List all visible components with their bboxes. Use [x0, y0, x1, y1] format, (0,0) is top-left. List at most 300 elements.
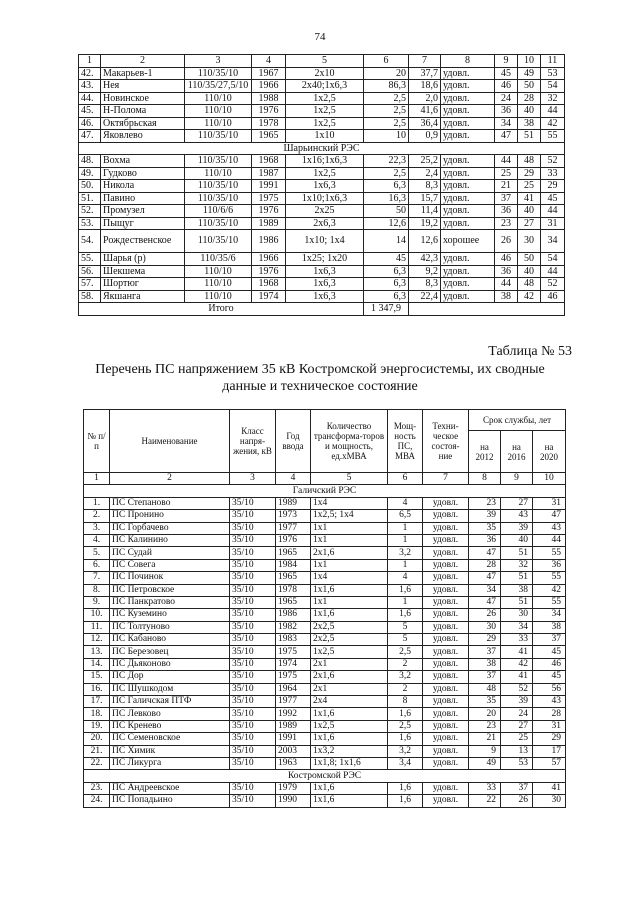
table-cell: 1,6	[388, 708, 423, 720]
table-cell: 1х6,3	[286, 278, 364, 291]
table-cell: 37	[501, 782, 533, 794]
table-cell: удовл.	[441, 105, 495, 118]
table-cell: 1989	[276, 720, 311, 732]
table-cell: Павино	[101, 192, 185, 205]
table-row	[84, 757, 566, 769]
table-cell: 14.	[84, 658, 110, 670]
table-cell: 2х1	[311, 683, 388, 695]
table-cell: 54	[541, 80, 565, 93]
table-cell: 55	[541, 130, 565, 143]
table-cell: 41	[533, 782, 566, 794]
table-cell: 23.	[84, 782, 110, 794]
table-cell: 1	[388, 534, 423, 546]
table-cell: 1х1	[311, 596, 388, 608]
table-cell: 6,3	[364, 290, 409, 303]
table-row	[79, 105, 565, 118]
table-cell: 25	[518, 180, 541, 193]
table-cell: 35/10	[230, 708, 276, 720]
table-cell: 32	[501, 559, 533, 571]
table-cell: 110/10	[185, 278, 252, 291]
table-cell: 29	[541, 180, 565, 193]
table-cell: Яковлево	[101, 130, 185, 143]
table-cell: ПС Андреевское	[110, 782, 230, 794]
table-cell: 42.	[79, 67, 101, 80]
table-row	[79, 192, 565, 205]
table-cell: удовл.	[441, 117, 495, 130]
table-cell: удовл.	[441, 192, 495, 205]
table-cell: 2х10	[286, 67, 364, 80]
table-cell: 4.	[84, 534, 110, 546]
table-cell: 56.	[79, 265, 101, 278]
table-cell: ПС Панкратово	[110, 596, 230, 608]
table-cell: 35/10	[230, 733, 276, 745]
table-cell: удовл.	[441, 92, 495, 105]
table-cell: 57.	[79, 278, 101, 291]
table-cell: 1982	[276, 621, 311, 633]
table-cell: 1х2,5; 1х4	[311, 510, 388, 522]
table-row	[84, 621, 566, 633]
table-cell: удовл.	[441, 130, 495, 143]
table-cell: 21.	[84, 745, 110, 757]
table-cell: удовл.	[423, 671, 469, 683]
header-2016: на 2016	[501, 431, 533, 473]
table-cell: удовл.	[423, 510, 469, 522]
table-cell: 35/10	[230, 534, 276, 546]
table-cell: 1989	[252, 217, 286, 230]
table-cell: 1х10	[286, 130, 364, 143]
table-cell: 1976	[252, 265, 286, 278]
table-title-line1: Перечень ПС напряжением 35 кВ Костромской энергосистемы, их сводные	[95, 362, 545, 377]
table-cell: 1976	[276, 534, 311, 546]
table-cell: 16.	[84, 683, 110, 695]
table-cell: 2х6,3	[286, 217, 364, 230]
table-row	[84, 733, 566, 745]
table-cell: 55	[533, 547, 566, 559]
table-cell: удовл.	[423, 497, 469, 509]
table-cell: 2,5	[388, 646, 423, 658]
table-cell: 4	[252, 55, 286, 68]
table-cell: ПС Судай	[110, 547, 230, 559]
table-cell: 35/10	[230, 757, 276, 769]
table-cell: 44	[533, 534, 566, 546]
table-cell: 48	[469, 683, 501, 695]
table-cell: Шарьинский РЭС	[79, 142, 565, 155]
table-cell: 34	[541, 230, 565, 253]
table-cell: 1х1,6	[311, 733, 388, 745]
table-cell: 51	[501, 572, 533, 584]
table-cell: 110/6/6	[185, 205, 252, 218]
table-cell: 1	[388, 559, 423, 571]
table-cell: 47	[469, 572, 501, 584]
table-row	[79, 155, 565, 168]
table-cell: 1х16;1х6,3	[286, 155, 364, 168]
table-cell: 2,0	[409, 92, 441, 105]
table-cell: 27	[501, 720, 533, 732]
table-cell: 4	[388, 497, 423, 509]
table-cell: 110/35/6	[185, 253, 252, 266]
table-cell: 1975	[276, 646, 311, 658]
table-cell: Рождественское	[101, 230, 185, 253]
table-cell: 38	[501, 584, 533, 596]
table-cell: 23	[495, 217, 518, 230]
table-cell: 29	[533, 733, 566, 745]
table-cell: 12,6	[364, 217, 409, 230]
table-cell: 3,4	[388, 757, 423, 769]
table1-body	[79, 55, 565, 316]
table-cell: 5	[388, 634, 423, 646]
table-cell: 24.	[84, 795, 110, 807]
table-cell: 1991	[252, 180, 286, 193]
table-cell: 45	[541, 192, 565, 205]
table-cell: 35/10	[230, 671, 276, 683]
table-cell: 110/10	[185, 92, 252, 105]
table-cell: 110/35/10	[185, 155, 252, 168]
table-cell: 55	[533, 596, 566, 608]
table-cell: 1989	[276, 497, 311, 509]
table-cell: 17.	[84, 696, 110, 708]
table-cell: удовл.	[423, 795, 469, 807]
table-cell: 2,5	[364, 117, 409, 130]
table-cell: 33	[501, 634, 533, 646]
table-cell: 1	[79, 55, 101, 68]
table-cell: 40	[518, 205, 541, 218]
table-cell: 35/10	[230, 559, 276, 571]
table-cell: 53	[541, 67, 565, 80]
table-cell: Пыщуг	[101, 217, 185, 230]
table-cell: 7	[423, 473, 469, 485]
section-row	[84, 770, 566, 782]
table-cell: 1х6,3	[286, 180, 364, 193]
table-cell: 1987	[252, 167, 286, 180]
table-cell: 1х1	[311, 534, 388, 546]
table-cell: 50.	[79, 180, 101, 193]
table-cell: удовл.	[423, 572, 469, 584]
table-cell: 1977	[276, 522, 311, 534]
table-cell: 20.	[84, 733, 110, 745]
table-cell: 24	[495, 92, 518, 105]
table-cell: 3.	[84, 522, 110, 534]
table-cell: 42	[533, 584, 566, 596]
table-cell: удовл.	[441, 180, 495, 193]
table-cell: 31	[533, 720, 566, 732]
table-cell: 48.	[79, 155, 101, 168]
table-cell: 1988	[252, 92, 286, 105]
table-cell: 52	[501, 683, 533, 695]
table-cell: 1965	[276, 572, 311, 584]
table-cell: 1968	[252, 278, 286, 291]
table-cell: 55	[533, 572, 566, 584]
table-row	[84, 745, 566, 757]
table-row	[79, 265, 565, 278]
table-cell: 1976	[252, 105, 286, 118]
table-number: Таблица № 53	[488, 344, 572, 359]
table-cell: 1975	[276, 671, 311, 683]
header-num: № п/п	[84, 410, 110, 473]
table-cell: 8,3	[409, 278, 441, 291]
table-cell: 48	[518, 155, 541, 168]
table-cell: 6	[388, 473, 423, 485]
table-cell: удовл.	[423, 646, 469, 658]
table-cell: 2х1	[311, 658, 388, 670]
table-cell: 11	[541, 55, 565, 68]
table2-body	[84, 473, 566, 808]
table-cell: 1968	[252, 155, 286, 168]
table-cell: 28	[518, 92, 541, 105]
table-row	[84, 510, 566, 522]
table-cell: 35/10	[230, 547, 276, 559]
table-cell: удовл.	[423, 733, 469, 745]
table-cell: 3,2	[388, 547, 423, 559]
table-cell: ПС Шушкодом	[110, 683, 230, 695]
table-cell: Гудково	[101, 167, 185, 180]
table-cell: 47	[469, 547, 501, 559]
table-cell: Итого	[79, 303, 364, 316]
table-cell: 44	[495, 278, 518, 291]
table-cell: 4	[388, 572, 423, 584]
table-cell: 86,3	[364, 80, 409, 93]
table-cell: 110/10	[185, 290, 252, 303]
table-cell: Новинское	[101, 92, 185, 105]
empty-cell	[409, 303, 565, 316]
table-cell: ПС Попадьино	[110, 795, 230, 807]
table-cell: 43.	[79, 80, 101, 93]
table-cell: 5.	[84, 547, 110, 559]
table-cell: 1964	[276, 683, 311, 695]
table-cell: 9	[501, 473, 533, 485]
table-cell: 6	[364, 55, 409, 68]
table-cell: 40	[501, 534, 533, 546]
table-cell: 8,3	[409, 180, 441, 193]
table-cell: 36,4	[409, 117, 441, 130]
table-cell: 1х1,6	[311, 795, 388, 807]
table-cell: 1х2,5	[286, 167, 364, 180]
table-cell: 38	[495, 290, 518, 303]
table-cell: 57	[533, 757, 566, 769]
table-row	[79, 180, 565, 193]
table-row	[79, 67, 565, 80]
table-row	[79, 253, 565, 266]
table-cell: 1	[84, 473, 110, 485]
table-cell: 1965	[276, 596, 311, 608]
table-cell: удовл.	[423, 559, 469, 571]
table-cell: 110/10	[185, 265, 252, 278]
table-cell: 2х2,5	[311, 621, 388, 633]
table-cell: 1,6	[388, 782, 423, 794]
table-cell: удовл.	[441, 290, 495, 303]
table-cell: 58.	[79, 290, 101, 303]
table-cell: 46	[541, 290, 565, 303]
table-cell: ПС Петровское	[110, 584, 230, 596]
table-cell: 25	[501, 733, 533, 745]
table-cell: 3	[185, 55, 252, 68]
table-cell: 50	[518, 253, 541, 266]
table-cell: 7.	[84, 572, 110, 584]
table-cell: 35/10	[230, 782, 276, 794]
table-cell: 2,5	[364, 167, 409, 180]
table-cell: 2,4	[409, 167, 441, 180]
page-number: 74	[314, 31, 326, 43]
table-cell: Октябрьская	[101, 117, 185, 130]
table-cell: 15.	[84, 671, 110, 683]
table-cell: 1х1	[311, 522, 388, 534]
table-cell: 26	[495, 230, 518, 253]
table-cell: 2	[101, 55, 185, 68]
table-cell: 40	[518, 265, 541, 278]
table-cell: ПС Химик	[110, 745, 230, 757]
table-cell: удовл.	[423, 584, 469, 596]
table-cell: ПС Совега	[110, 559, 230, 571]
table-cell: 1977	[276, 696, 311, 708]
column-number-row	[79, 55, 565, 68]
table-cell: 25,2	[409, 155, 441, 168]
table-row	[79, 167, 565, 180]
header-2012: на 2012	[469, 431, 501, 473]
table-cell: 2х25	[286, 205, 364, 218]
table-cell: 54.	[79, 230, 101, 253]
table-cell: 2,5	[364, 92, 409, 105]
table-cell: 2,5	[364, 105, 409, 118]
table-cell: 1х1,6	[311, 782, 388, 794]
table-cell: 1х2,5	[286, 92, 364, 105]
table-cell: 30	[533, 795, 566, 807]
table-cell: 52	[541, 155, 565, 168]
table-row	[79, 130, 565, 143]
table-cell: удовл.	[441, 155, 495, 168]
table-cell: 3	[230, 473, 276, 485]
table-row	[84, 534, 566, 546]
table-cell: удовл.	[441, 278, 495, 291]
table-cell: 22.	[84, 757, 110, 769]
table-cell: 8.	[84, 584, 110, 596]
table-cell: 38	[518, 117, 541, 130]
table-cell: 49.	[79, 167, 101, 180]
table-cell: 22	[469, 795, 501, 807]
table-cell: удовл.	[423, 609, 469, 621]
table-cell: Промузел	[101, 205, 185, 218]
table-cell: 47	[495, 130, 518, 143]
table-cell: ПС Левково	[110, 708, 230, 720]
table-cell: 35/10	[230, 634, 276, 646]
table-cell: Костромской РЭС	[84, 770, 566, 782]
column-number-row	[84, 473, 566, 485]
table-cell: 1983	[276, 634, 311, 646]
table-row	[79, 217, 565, 230]
table-cell: 10	[364, 130, 409, 143]
table-cell: 20	[469, 708, 501, 720]
table-cell: Шортюг	[101, 278, 185, 291]
table-row	[79, 92, 565, 105]
table-cell: 8	[388, 696, 423, 708]
table-cell: удовл.	[423, 745, 469, 757]
table-cell: 55.	[79, 253, 101, 266]
table-cell: 1973	[276, 510, 311, 522]
table-cell: 1х6,3	[286, 290, 364, 303]
table-cell: 2,5	[388, 720, 423, 732]
table-cell: 25	[495, 167, 518, 180]
table-cell: 28	[533, 708, 566, 720]
table-cell: удовл.	[441, 205, 495, 218]
table-cell: 5	[388, 621, 423, 633]
table-cell: 10.	[84, 609, 110, 621]
table-cell: 2	[388, 658, 423, 670]
table-cell: 7	[409, 55, 441, 68]
table-row	[84, 572, 566, 584]
table-cell: 22,4	[409, 290, 441, 303]
table-cell: 5	[311, 473, 388, 485]
table-cell: удовл.	[441, 265, 495, 278]
table-cell: 21	[495, 180, 518, 193]
table-cell: 2х4	[311, 696, 388, 708]
table-cell: 52	[541, 278, 565, 291]
table-cell: 35/10	[230, 621, 276, 633]
table-cell: 35/10	[230, 683, 276, 695]
table-cell: 46	[495, 80, 518, 93]
table-cell: 1х1,8; 1х1,6	[311, 757, 388, 769]
table-cell: 1х10;1х6,3	[286, 192, 364, 205]
table-cell: 44	[541, 205, 565, 218]
section-row	[84, 485, 566, 497]
table-cell: 42	[541, 117, 565, 130]
table-cell: удовл.	[441, 167, 495, 180]
table-cell: 1965	[276, 547, 311, 559]
table-cell: 1х4	[311, 497, 388, 509]
table-cell: 41	[518, 192, 541, 205]
table-cell: 9,2	[409, 265, 441, 278]
table-35kv-substations	[83, 409, 566, 808]
table-cell: 35/10	[230, 572, 276, 584]
table-cell: 4	[276, 473, 311, 485]
table-cell: 1975	[252, 192, 286, 205]
table-row	[84, 634, 566, 646]
table-cell: 34	[533, 609, 566, 621]
table-cell: ПС Починок	[110, 572, 230, 584]
table-cell: 37	[469, 671, 501, 683]
table-cell: ПС Кренево	[110, 720, 230, 732]
table-cell: 45	[364, 253, 409, 266]
table-cell: 2х40;1х6,3	[286, 80, 364, 93]
table-cell: 39	[501, 696, 533, 708]
table-cell: 1х2,5	[311, 720, 388, 732]
table-cell: 27	[501, 497, 533, 509]
table-cell: Галичский РЭС	[84, 485, 566, 497]
table-cell: 15,7	[409, 192, 441, 205]
table-cell: 1х2,5	[311, 646, 388, 658]
table-cell: 44.	[79, 92, 101, 105]
header-condition: Техни-ческое состоя-ние	[423, 410, 469, 473]
table-title	[0, 361, 640, 395]
table-cell: 19.	[84, 720, 110, 732]
table-cell: удовл.	[423, 658, 469, 670]
table-cell: 39	[469, 510, 501, 522]
table-cell: ПС Дор	[110, 671, 230, 683]
table-cell: 20	[364, 67, 409, 80]
table-row	[84, 609, 566, 621]
table-cell: 1х3,2	[311, 745, 388, 757]
table-cell: 10	[533, 473, 566, 485]
table-cell: удовл.	[423, 708, 469, 720]
table-cell: 49	[518, 67, 541, 80]
table-row	[84, 720, 566, 732]
table-cell: 110/35/10	[185, 67, 252, 80]
table-cell: 9	[469, 745, 501, 757]
table-cell: 30	[501, 609, 533, 621]
table-cell: 33	[469, 782, 501, 794]
table-cell: удовл.	[441, 80, 495, 93]
table-cell: 51	[518, 130, 541, 143]
table-cell: 44	[495, 155, 518, 168]
table-cell: 45	[533, 671, 566, 683]
table-row	[84, 547, 566, 559]
